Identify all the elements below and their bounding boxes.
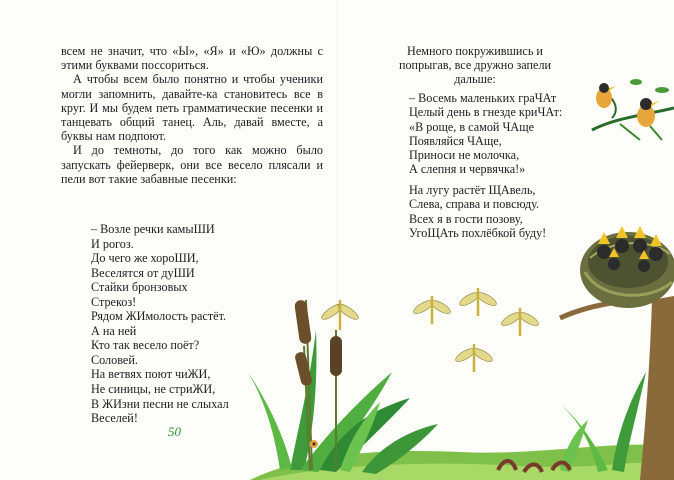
poem-line: На ветвях поют чиЖИ,	[91, 367, 211, 382]
poem-line: Рядом ЖИмолость растёт.	[91, 309, 227, 324]
birds-on-branch-icon	[592, 79, 674, 140]
page-number: 50	[168, 424, 181, 439]
paragraph: И до темноты, до того как можно было запускать фейерверк, они все весело плясали и пели вот такие забавные песенки:	[61, 143, 323, 186]
paragraph: А чтобы всем было понятно и чтобы ученики могли запомнить, давайте-ка становитесь все в круг. И мы будем петь грамматические песенки и танцевать общий танец. Аль, давай вместе, а буквы нам подпоют.	[61, 72, 323, 144]
poem-line: Веселятся от дуШИ	[91, 265, 195, 280]
poem-line: – Возле речки камыШИ	[91, 222, 215, 236]
poem-line: И рогоз.	[91, 236, 134, 251]
poem-line: Не синицы, не стриЖИ,	[91, 382, 216, 397]
tree-trunk	[640, 296, 674, 480]
poem-line: А на ней	[91, 323, 137, 338]
poem-line: УгоЩАть похлёбкой буду!	[409, 225, 547, 240]
poem-line: Веселей!	[91, 411, 138, 426]
poem-line: Стайки бронзовых	[91, 280, 188, 295]
poem-line: Всех я в гости позову,	[409, 211, 523, 226]
dragonfly-icon	[320, 288, 541, 372]
poem-line: Слева, справа и повсюду.	[409, 197, 540, 212]
right-intro: Немного покружившись и попрыгав, все дружно запели дальше:	[398, 44, 552, 87]
poem-line: Стрекоз!	[91, 294, 137, 309]
poem-line: Приноси не молочка,	[409, 148, 520, 163]
poem-line: В ЖИзни песни не слыхал	[91, 396, 229, 411]
poem-line: Кто так весело поёт?	[91, 338, 200, 353]
nest-icon	[580, 226, 674, 308]
poem-line: Соловей.	[91, 352, 138, 367]
poem-line: На лугу растёт ЩАвель,	[409, 183, 536, 197]
poem-line: А слепня и червячка!»	[409, 162, 526, 177]
poem-line: «В роще, в самой ЧАще	[409, 119, 535, 134]
paragraph: всем не значит, что «Ы», «Я» и «Ю» должны с этими буквами поссориться.	[61, 44, 323, 73]
poem-line: Появляйся ЧАще,	[409, 133, 502, 148]
poem-line: До чего же хороШИ,	[91, 251, 199, 266]
poem-line: Целый день в гнезде криЧАт:	[409, 105, 563, 120]
poem-line: – Восемь маленьких граЧАт	[409, 91, 557, 105]
